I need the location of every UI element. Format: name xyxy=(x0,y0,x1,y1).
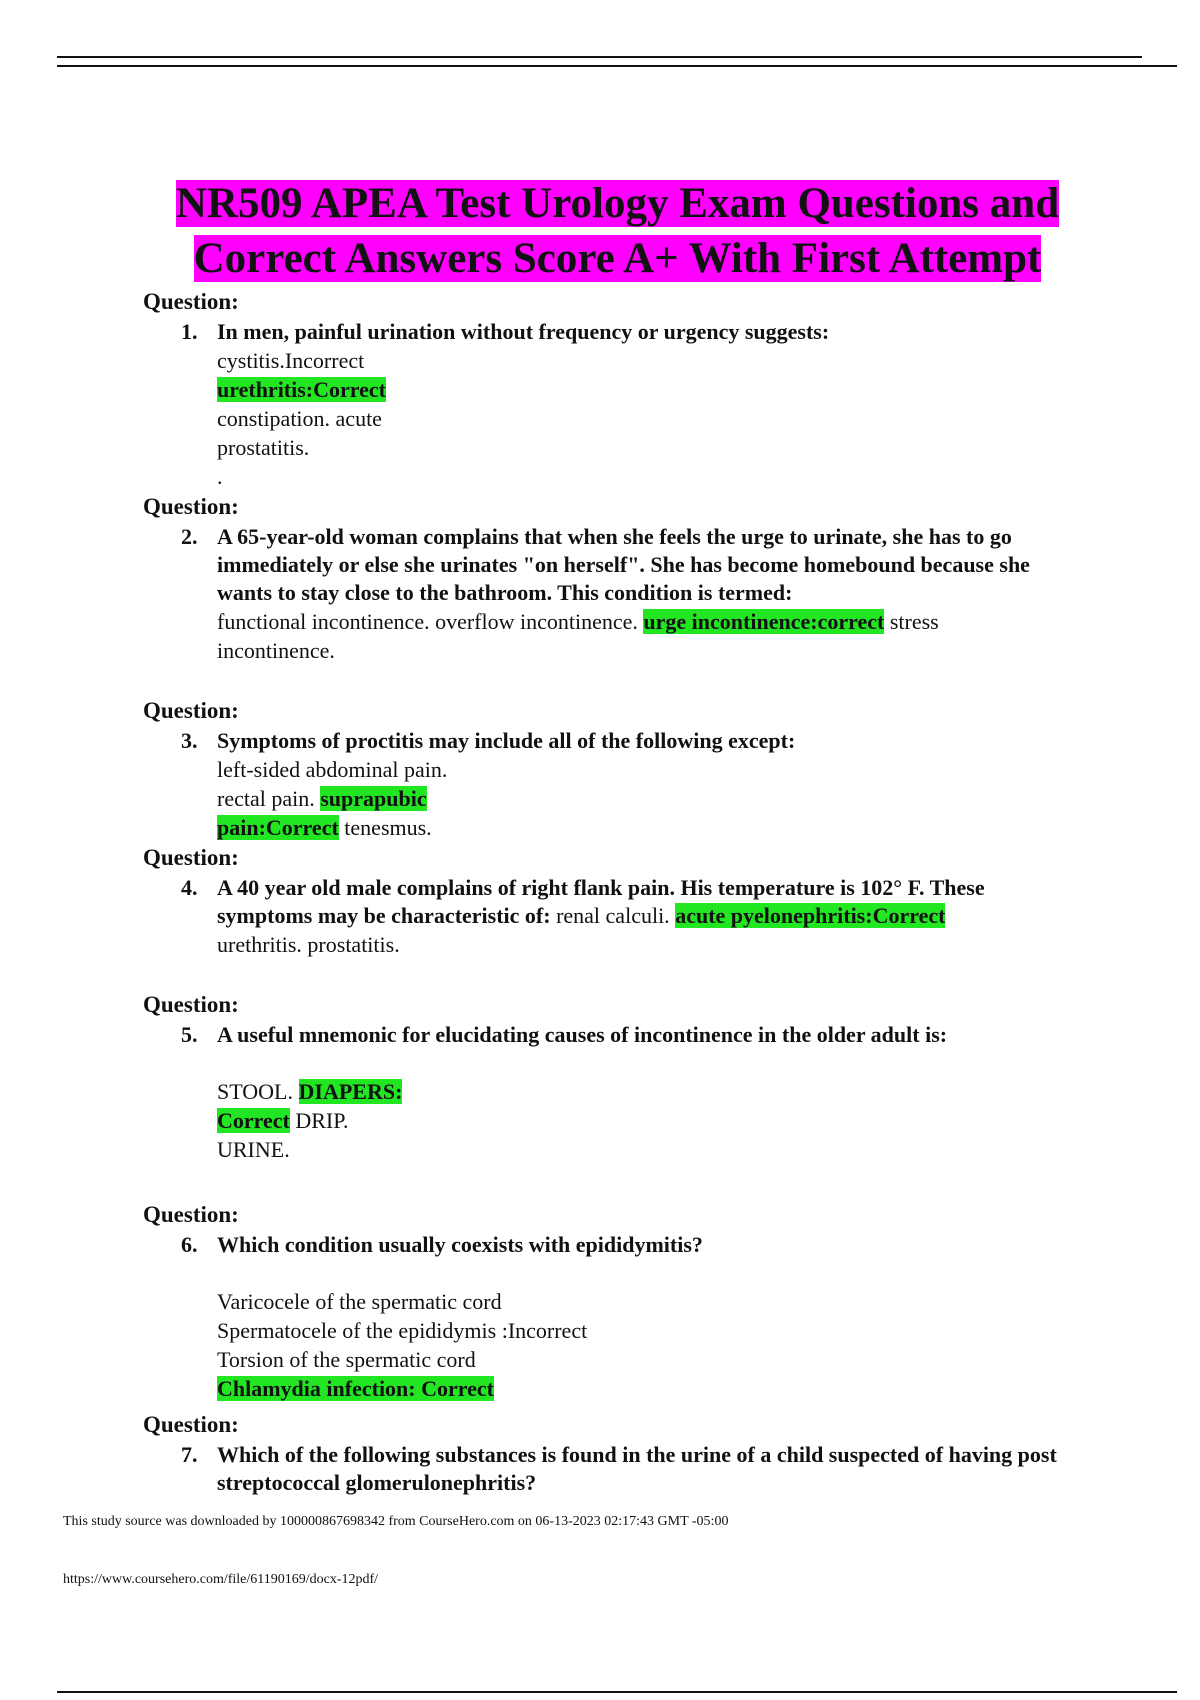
correct-answer-part-2: pain:Correct xyxy=(217,815,339,840)
question-number: 6. xyxy=(181,1232,198,1257)
answer-option: Spermatocele of the epididymis :Incorrect xyxy=(217,1318,588,1343)
question-number: 7. xyxy=(181,1442,198,1467)
question-number: 4. xyxy=(181,875,198,900)
answer-option: STOOL. xyxy=(217,1079,293,1104)
question-6 xyxy=(181,1231,1081,1403)
question-number: 3. xyxy=(181,728,198,753)
question-text: In men, painful urination without frequency or urgency suggests: xyxy=(217,319,830,344)
title-line-1: NR509 APEA Test Urology Exam Questions and xyxy=(175,180,1060,227)
answer-option: Varicocele of the spermatic cord xyxy=(217,1289,502,1314)
page-title xyxy=(120,176,1115,286)
header-rule-bottom xyxy=(57,65,1177,67)
answer-option: Torsion of the spermatic cord xyxy=(217,1347,476,1372)
correct-answer: urge incontinence:correct xyxy=(643,609,885,634)
answer-option: renal calculi. xyxy=(556,903,670,928)
question-number: 5. xyxy=(181,1022,198,1047)
answer-option: stress xyxy=(889,609,939,634)
correct-answer: acute pyelonephritis:Correct xyxy=(675,903,946,928)
answer-option: left-sided abdominal pain. xyxy=(217,757,448,782)
download-note: This study source was downloaded by 100000867698342 from CourseHero.com on 06-13-2023 02:17:43 GMT -05:00 xyxy=(63,1514,729,1529)
answer-option: . xyxy=(217,464,223,489)
correct-answer: urethritis:Correct xyxy=(217,377,387,402)
question-number: 1. xyxy=(181,319,198,344)
source-url[interactable]: https://www.coursehero.com/file/61190169/docx-12pdf/ xyxy=(63,1572,379,1587)
question-header: Question: xyxy=(143,845,239,870)
question-text: A 65-year-old woman complains that when she feels the urge to urinate, she has to go immediately or else she urinates "on herself". She has become homebound because she wants to stay close to the bathroom. This condition is termed: xyxy=(217,524,1030,605)
answer-option: tenesmus. xyxy=(344,815,432,840)
footer-rule xyxy=(57,1691,1177,1693)
title-line-2: Correct Answers Score A+ With First Attempt xyxy=(193,235,1042,282)
correct-answer-part-1: DIAPERS: xyxy=(298,1079,403,1104)
correct-answer-part-1: suprapubic xyxy=(320,786,427,811)
question-2 xyxy=(181,523,1081,665)
answer-option: constipation. acute xyxy=(217,406,382,431)
answer-option: incontinence. xyxy=(217,638,335,663)
question-text: A useful mnemonic for elucidating causes of incontinence in the older adult is: xyxy=(217,1022,948,1047)
question-number: 2. xyxy=(181,524,198,549)
question-5 xyxy=(181,1021,1081,1164)
correct-answer-part-2: Correct xyxy=(217,1108,290,1133)
question-7 xyxy=(181,1441,1081,1497)
correct-answer: Chlamydia infection: Correct xyxy=(217,1376,494,1401)
answer-option: prostatitis. xyxy=(217,435,310,460)
question-text: A 40 year old male complains of right flank pain. His temperature is 102° F. These symptoms may be characteristic of: xyxy=(217,875,985,928)
question-header: Question: xyxy=(143,289,239,314)
answer-option: rectal pain. xyxy=(217,786,315,811)
answer-option: DRIP. xyxy=(295,1108,349,1133)
question-header: Question: xyxy=(143,992,239,1017)
question-3 xyxy=(181,727,1081,842)
question-1 xyxy=(181,318,1081,491)
answer-option: functional incontinence. overflow incontinence. xyxy=(217,609,638,634)
question-text: Which condition usually coexists with epididymitis? xyxy=(217,1232,703,1257)
question-header: Question: xyxy=(143,494,239,519)
answer-option: urethritis. prostatitis. xyxy=(217,932,400,957)
question-header: Question: xyxy=(143,1412,239,1437)
answer-option: URINE. xyxy=(217,1137,290,1162)
question-4 xyxy=(181,874,1081,959)
question-text: Symptoms of proctitis may include all of the following except: xyxy=(217,728,796,753)
answer-option: cystitis.Incorrect xyxy=(217,348,365,373)
question-header: Question: xyxy=(143,1202,239,1227)
header-rule-top xyxy=(57,56,1142,58)
question-header: Question: xyxy=(143,698,239,723)
question-text: Which of the following substances is found in the urine of a child suspected of having post streptococcal glomerulonephritis? xyxy=(217,1442,1057,1495)
